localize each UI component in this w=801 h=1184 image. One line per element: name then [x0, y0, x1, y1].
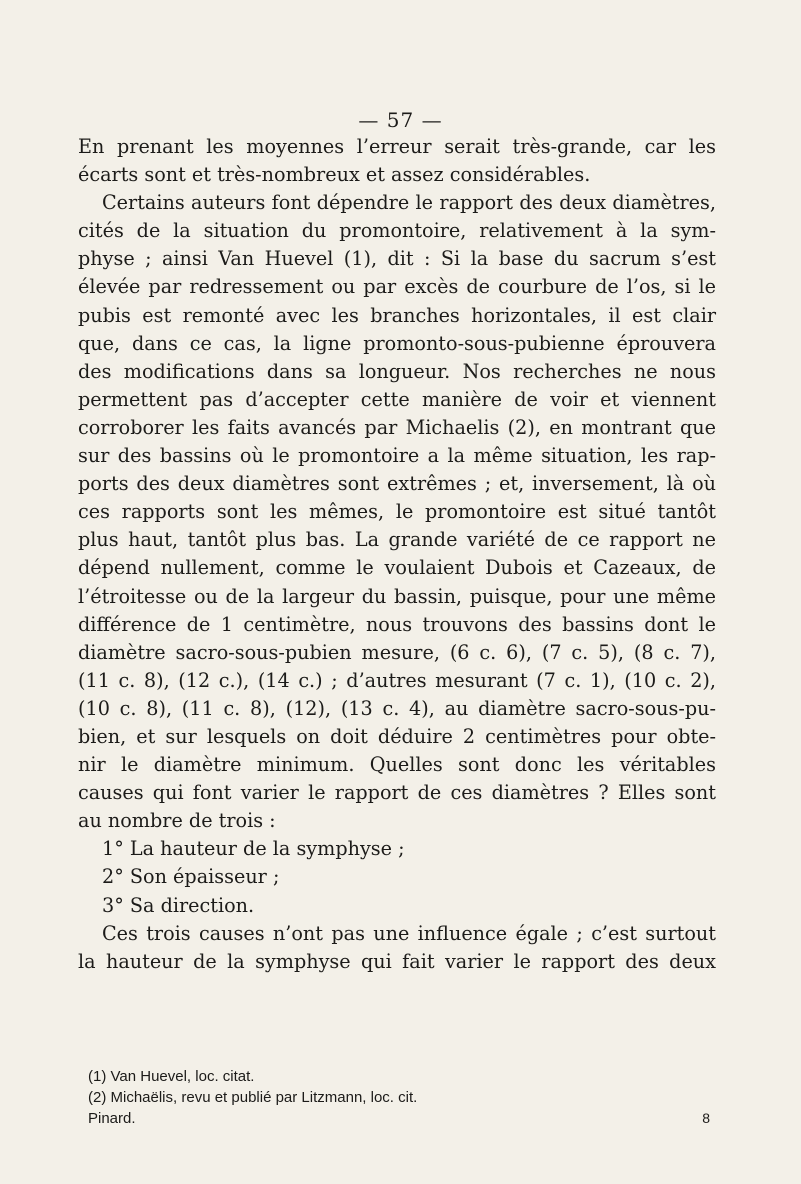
footnote: (2) Michaëlis, revu et publié par Litzmann, loc. cit. — [88, 1089, 418, 1106]
footnotes — [88, 1066, 716, 1129]
printer-signature: Pinard. — [88, 1110, 136, 1127]
footer-row — [88, 1108, 716, 1129]
text-line: (11 c. 8), (12 c.), (14 c.) ; d’autres mesurant (7 c. 1), (10 c. 2), — [78, 668, 716, 692]
text-line: ces rapports sont les mêmes, le promontoire est situé tantôt — [78, 500, 716, 524]
sheet-number: 8 — [702, 1110, 710, 1126]
body-text — [78, 133, 716, 976]
list-item: 3° Sa direction. — [102, 893, 255, 917]
text-line: des modifications dans sa longueur. Nos recherches ne nous — [78, 359, 716, 383]
page-number: — 57 — — [358, 108, 443, 132]
text-line: causes qui font varier le rapport de ces diamètres ? Elles sont — [78, 781, 716, 805]
text-line: dépend nullement, comme le voulaient Dubois et Cazeaux, de — [78, 556, 716, 580]
text-line: (10 c. 8), (11 c. 8), (12), (13 c. 4), au diamètre sacro-sous-pu- — [78, 696, 716, 720]
text-line: En prenant les moyennes l’erreur serait très-grande, car les — [78, 135, 716, 158]
text-line: Ces trois causes n’ont pas une influence égale ; c’est surtout — [102, 921, 716, 945]
text-line: permettent pas d’accepter cette manière de voir et viennent — [78, 387, 716, 411]
text-line: Certains auteurs font dépendre le rapport des deux diamètres, — [102, 191, 716, 215]
text-line: ports des deux diamètres sont extrêmes ; et, inversement, là où — [78, 472, 716, 496]
text-line: que, dans ce cas, la ligne promonto-sous-pubienne éprouvera — [78, 331, 716, 355]
text-line: écarts sont et très-nombreux et assez considérables. — [78, 163, 591, 187]
text-line: plus haut, tantôt plus bas. La grande variété de ce rapport ne — [78, 528, 716, 552]
text-line: la hauteur de la symphyse qui fait varier le rapport des deux — [78, 949, 716, 973]
text-line: cités de la situation du promontoire, relativement à la sym- — [78, 219, 716, 243]
text-line: sur des bassins où le promontoire a la même situation, les rap- — [78, 444, 716, 468]
text-line: pubis est remonté avec les branches horizontales, il est clair — [78, 303, 716, 327]
text-line: l’étroitesse ou de la largeur du bassin, puisque, pour une même — [78, 584, 716, 608]
text-line: bien, et sur lesquels on doit déduire 2 centimètres pour obte- — [78, 724, 716, 748]
list-item: 2° Son épaisseur ; — [102, 865, 280, 889]
text-line: diamètre sacro-sous-pubien mesure, (6 c. 6), (7 c. 5), (8 c. 7), — [78, 640, 716, 664]
text-line: au nombre de trois : — [78, 809, 276, 833]
text-line: corroborer les faits avancés par Michaelis (2), en montrant que — [78, 415, 716, 439]
text-line: différence de 1 centimètre, nous trouvons des bassins dont le — [78, 612, 716, 636]
text-line: physe ; ainsi Van Huevel (1), dit : Si la base du sacrum s’est — [78, 247, 716, 271]
text-line: élevée par redressement ou par excès de courbure de l’os, si le — [78, 275, 716, 299]
list-item: 1° La hauteur de la symphyse ; — [102, 837, 405, 861]
footnote: (1) Van Huevel, loc. citat. — [88, 1068, 255, 1085]
text-line: nir le diamètre minimum. Quelles sont donc les véritables — [78, 753, 716, 777]
